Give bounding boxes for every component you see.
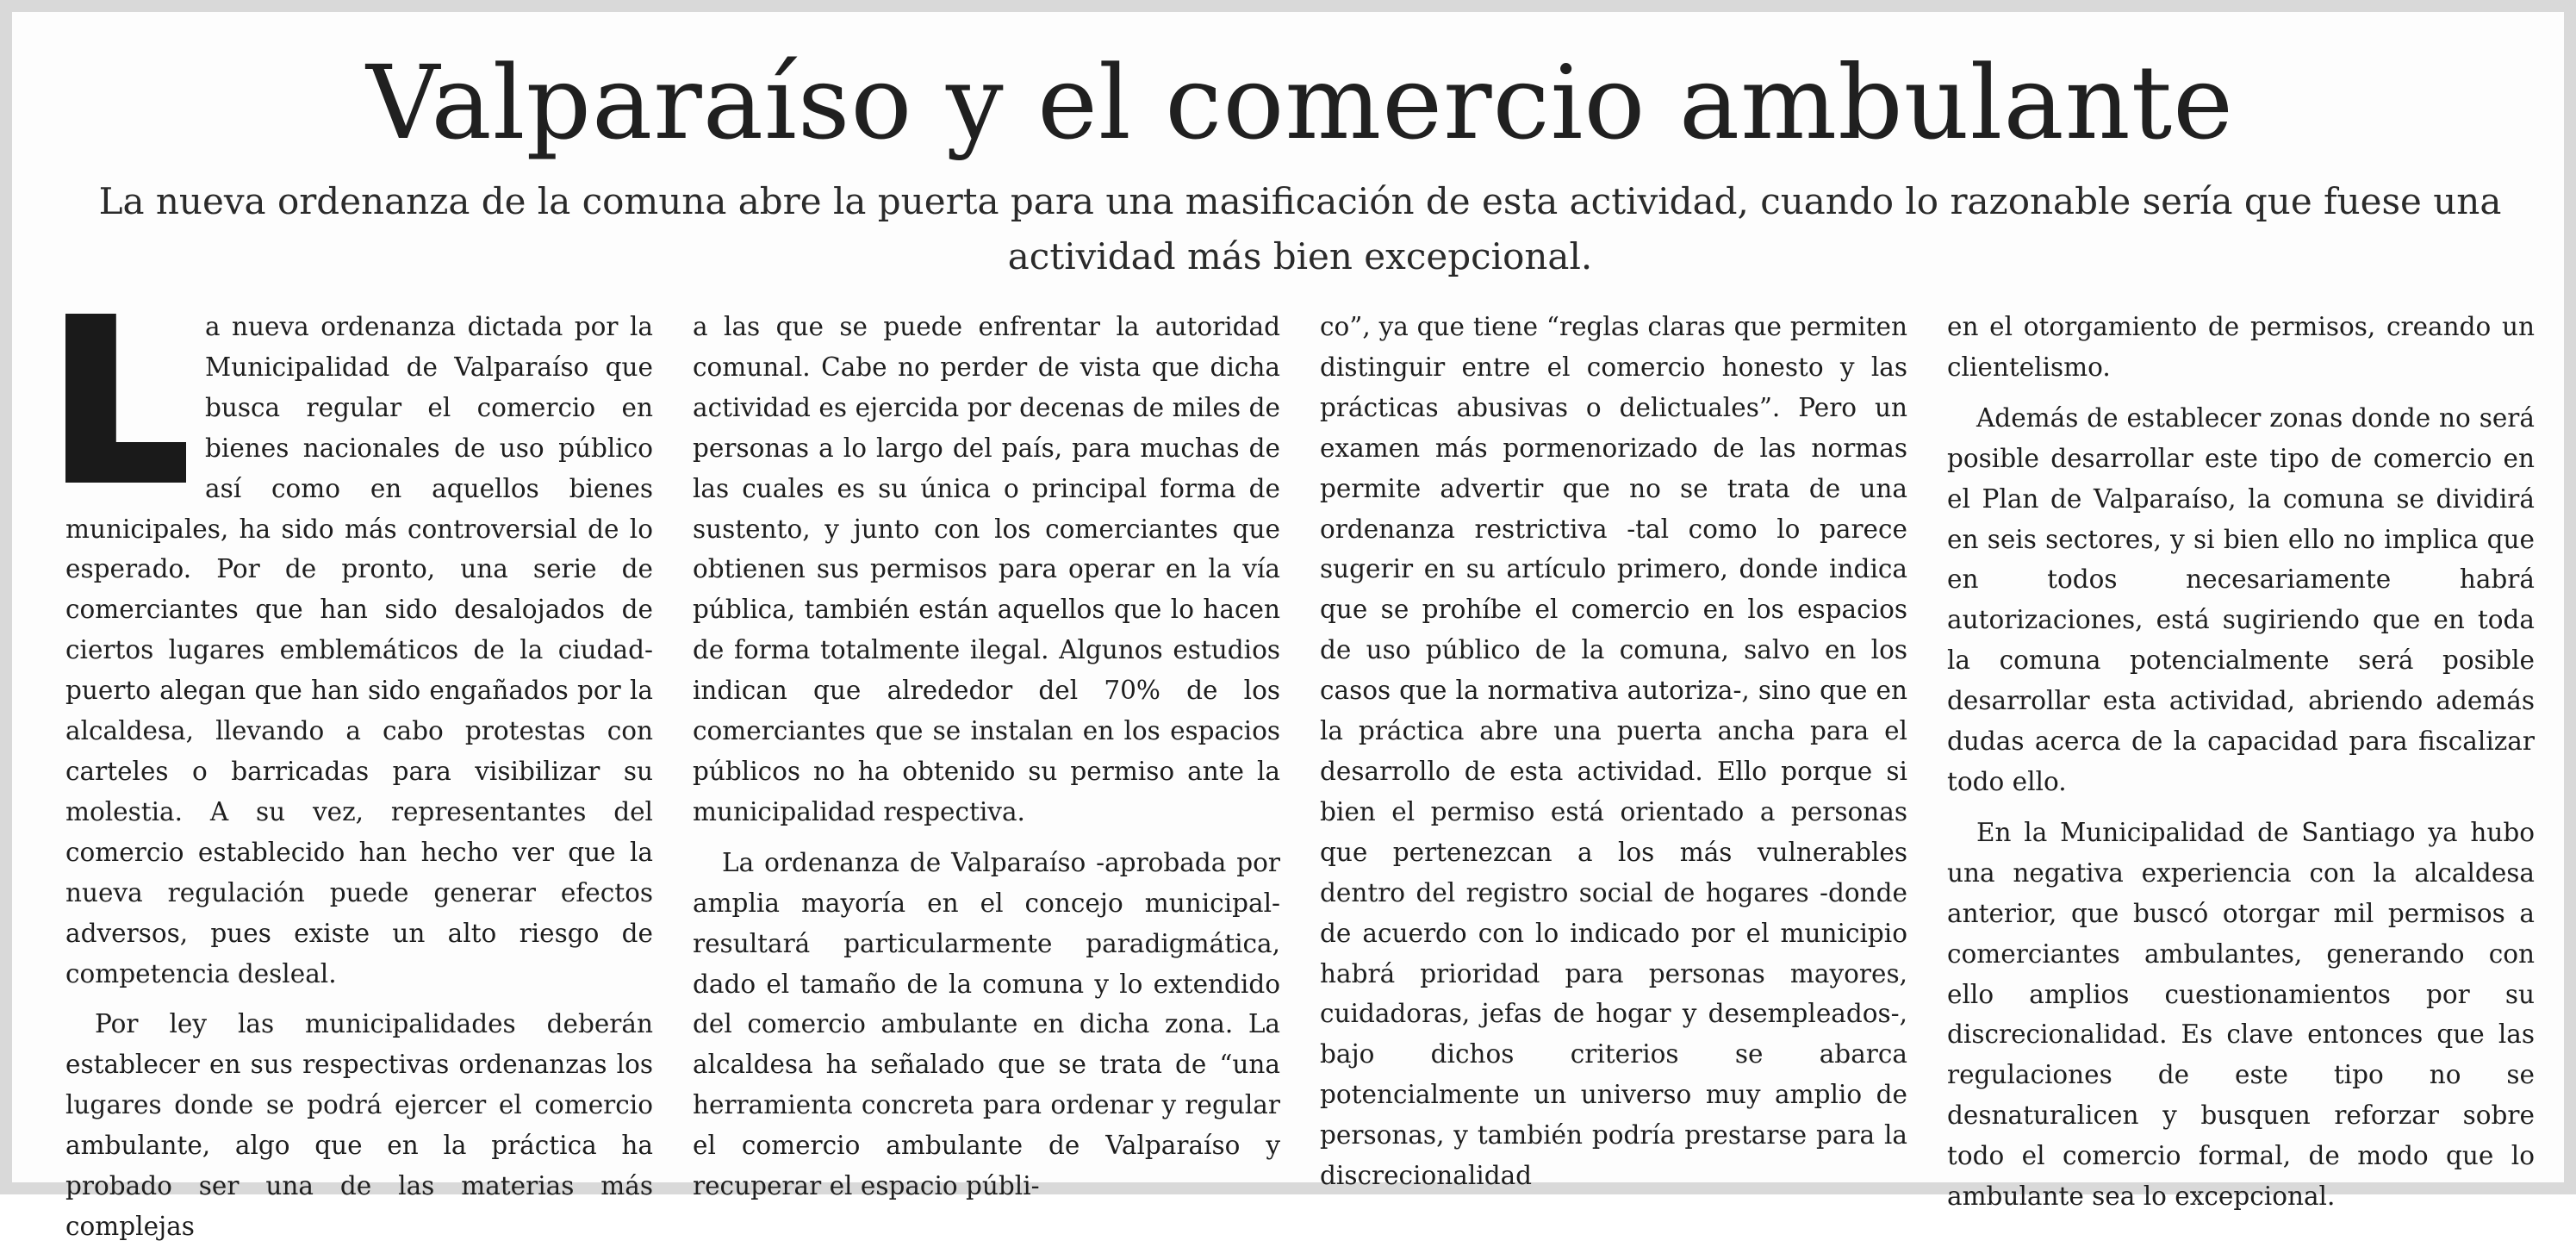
column-3	[1320, 307, 1907, 1191]
editorial-article	[65, 38, 2535, 1241]
subtitle: La nueva ordenanza de la comuna abre la puerta para una masificación de esta actividad, cuando lo razonable sería que fuese una actividad más bien excepcional.	[98, 180, 2502, 277]
column-1	[65, 307, 653, 1241]
paragraph: Además de establecer zonas donde no será posible desarrollar este tipo de comercio en el Plan de Valparaíso, la comuna se dividirá en seis sectores, y si bien ello no implica que en todos necesariamente habrá autorizaciones, está sugiriendo que en toda la comuna potencialmente será posible desarrollar esta actividad, abriendo además dudas acerca de la capacidad para fiscalizar todo ello.	[1947, 402, 2535, 796]
column-2	[693, 307, 1280, 1201]
paragraph: En la Municipalidad de Santiago ya hubo una negativa experiencia con la alcaldesa anterior, que buscó otorgar mil permisos a comerciantes ambulantes, generando con ello amplios cuestionamientos por su discrecionalidad. Es clave entonces que las regulaciones de este tipo no se desnaturalicen y busquen reforzar sobre todo el comercio formal, de modo que lo ambulante sea lo excepcional.	[1947, 817, 2535, 1212]
paragraph: Por ley las municipalidades deberán establecer en sus respectivas ordenanzas los lugares donde se podrá ejercer el comercio ambulante, algo que en la práctica ha probado ser una de las materias más complejas	[65, 1009, 653, 1241]
article-body	[65, 307, 2535, 1241]
paragraph: co”, ya que tiene “reglas claras que permiten distinguir entre el comercio honesto y las prácticas abusivas o delictuales”. Pero un examen más pormenorizado de las normas permite advertir que no se trata de una ordenanza restrictiva -tal como lo parece sugerir en su artículo primero, donde indica que se prohíbe el comercio en los espacios de uso público de la comuna, salvo en los casos que la normativa autoriza-, sino que en la práctica abre una puerta ancha para el desarrollo de esta actividad. Ello porque si bien el permiso está orientado a personas que pertenezcan a los más vulnerables dentro del registro social de hogares -donde de acuerdo con lo indicado por el municipio habrá prioridad para personas mayores, cuidadoras, jefas de hogar y desempleados-, bajo dichos criterios se abarca potencialmente un universo muy amplio de personas, y también podría prestarse para la discrecionalidad	[1320, 312, 1907, 1191]
drop-cap	[65, 314, 186, 483]
column-4	[1947, 307, 2535, 1212]
paragraph: a las que se puede enfrentar la autoridad comunal. Cabe no perder de vista que dicha actividad es ejercida por decenas de miles de personas a lo largo del país, para muchas de las cuales es su única o principal forma de sustento, y junto con los comerciantes que obtienen sus permisos para operar en la vía pública, también están aquellos que lo hacen de forma totalmente ilegal. Algunos estudios indican que alrededor del 70% de los comerciantes que se instalan en los espacios públicos no ha obtenido su permiso ante la municipalidad respectiva.	[693, 312, 1280, 826]
headline: Valparaíso y el comercio ambulante	[366, 43, 2234, 162]
paragraph: en el otorgamiento de permisos, creando un clientelismo.	[1947, 312, 2535, 382]
paragraph: La ordenanza de Valparaíso -aprobada por amplia mayoría en el concejo municipal- resultará particularmente paradigmática, dado el tamaño de la comuna y lo extendido del comercio ambulante en dicha zona. La alcaldesa ha señalado que se trata de “una herramienta concreta para ordenar y regular el comercio ambulante de Valparaíso y recuperar el espacio públi-	[693, 847, 1280, 1201]
paragraph: a nueva ordenanza dictada por la Municipalidad de Valparaíso que busca regular el comercio en bienes nacionales de uso público así como en aquellos bienes municipales, ha sido más controversial de lo esperado. Por de pronto, una serie de comerciantes que han sido desalojados de ciertos lugares emblemáticos de la ciudad-puerto alegan que han sido engañados por la alcaldesa, llevando a cabo protestas con carteles o barricadas para visibilizar su molestia. A su vez, representantes del comercio establecido han hecho ver que la nueva regulación puede generar efectos adversos, pues existe un alto riesgo de competencia desleal.	[65, 312, 653, 988]
